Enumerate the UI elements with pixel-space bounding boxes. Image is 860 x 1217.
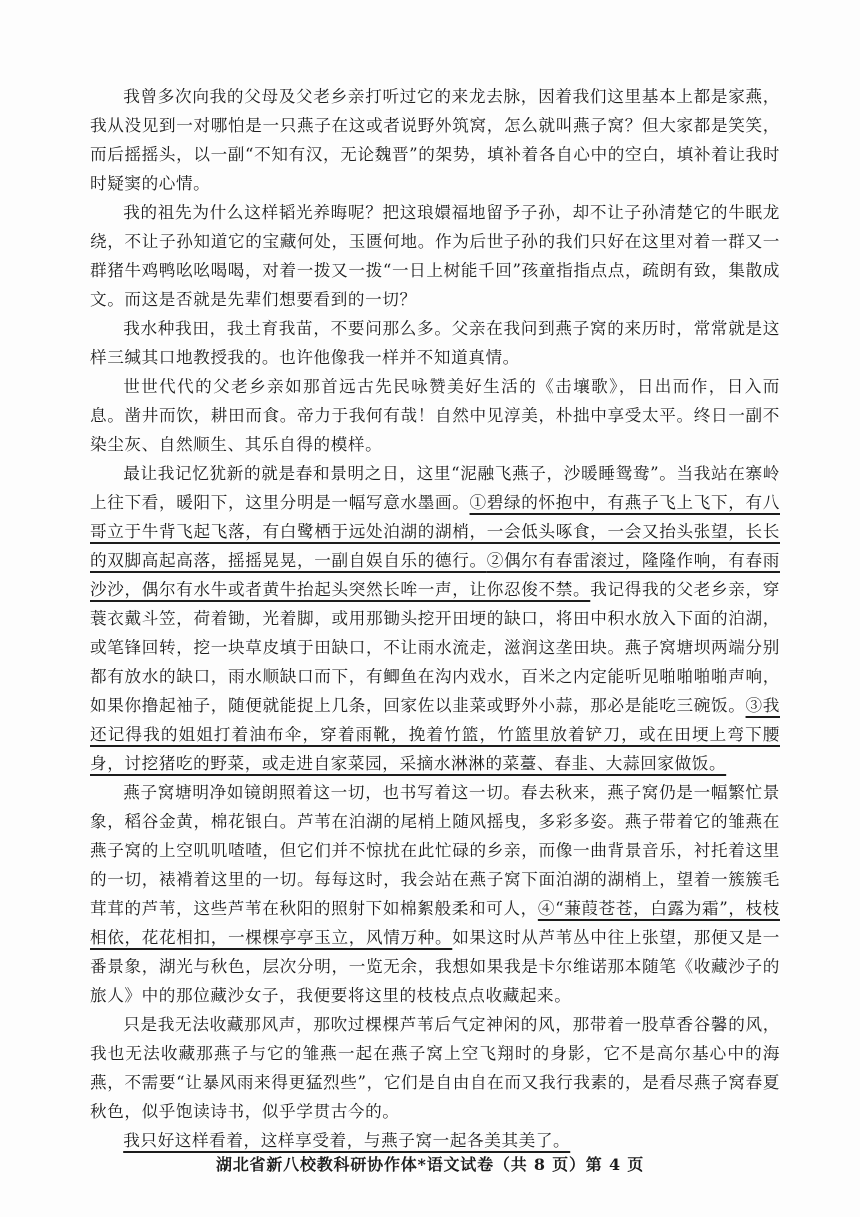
paragraph-text: 我的祖先为什么这样韬光养晦呢？把这琅嬛福地留予子孙，却不让子孙清楚它的牛眠龙绕，不让子孙知道它的宝藏何处，玉匮何地。作为后世子孙的我们只好在这里对着一群又一群猪牛鸡鸭吆吆喝喝，对着一拨又一拨“一日上树能千回”孩童指指点点，疏朗有致，集散成文。而这是否就是先辈们想要看到的一切？ xyxy=(90,203,780,309)
paragraph-text: 最让我记忆犹新的就是春和景明之日，这里“泥融飞燕子，沙暖睡鸳鸯”。当我站在寨岭上往下看，暖阳下，这里分明是一幅写意水墨画。 xyxy=(90,464,780,512)
underlined-sentence: ③我还记得我的姐姐打着油布伞，穿着雨靴，挽着竹篮，竹篮里放着铲刀，或在田埂上弯下腰身，讨挖猪吃的野菜，或走进自家菜园，采摘水淋淋的菜薹、春韭、大蒜回家做饭。 xyxy=(90,696,780,773)
underlined-sentence: 我只好这样看着，这样享受着，与燕子窝一起各美其美了。 xyxy=(123,1131,571,1150)
paragraph-text: 只是我无法收藏那风声，那吹过棵棵芦苇后气定神闲的风，那带着一股草香谷馨的风，我也无法收藏那燕子与它的雏燕一起在燕子窝上空飞翔时的身影，它不是高尔基心中的海燕，不需要“让暴风雨来得更猛烈些”，它们是自由自在而又我行我素的，是看尽燕子窝春夏秋色，似乎饱读诗书，似乎学贯古今的。 xyxy=(90,1015,780,1121)
page-footer: 湖北省新八校教科研协作体*语文试卷（共 8 页）第 4 页 xyxy=(215,1155,645,1174)
article-paragraph xyxy=(90,778,780,1010)
article-paragraph xyxy=(90,82,780,198)
paragraph-text: 如果这时从芦苇丛中往上张望，那便又是一番景象，湖光与秋色，层次分明，一览无余，我想如果我是卡尔维诺那本随笔《收藏沙子的旅人》中的那位藏沙女子，我便要将这里的枝枝点点收藏起来。 xyxy=(90,928,780,1005)
paragraph-text: 世世代代的父老乡亲如那首远古先民咏赞美好生活的《击壤歌》，日出而作，日入而息。凿井而饮，耕田而食。帝力于我何有哉！自然中见淳美，朴拙中享受太平。终日一副不染尘灰、自然顺生、其乐自得的模样。 xyxy=(90,377,780,454)
article-paragraph xyxy=(90,1126,780,1155)
article-paragraph xyxy=(90,1010,780,1126)
article-paragraph xyxy=(90,372,780,459)
article-paragraph xyxy=(90,459,780,778)
article-paragraph xyxy=(90,314,780,372)
paragraph-text: 我记得我的父老乡亲，穿蓑衣戴斗笠，荷着锄，光着脚，或用那锄头挖开田埂的缺口，将田中积水放入下面的泊湖，或笔锋回转，挖一块草皮填于田缺口，不让雨水流走，滋润这垄田块。燕子窝塘坝两端分别都有放水的缺口，雨水顺缺口而下，有鲫鱼在沟内戏水，百米之内定能听见啪啪啪啪声响，如果你撸起袖子，随便就能捉上几条，回家佐以韭菜或野外小蒜，那必是能吃三碗饭。 xyxy=(90,580,780,715)
underlined-sentence: ④“蒹葭苍苍，白露为霜”，枝枝相依，花花相扣，一棵棵亭亭玉立，风情万种。 xyxy=(90,899,780,947)
underlined-sentence: ①碧绿的怀抱中，有燕子飞上飞下，有八哥立于牛背飞起飞落，有白鹭栖于远处泊湖的湖梢，一会低头啄食，一会又抬头张望，长长的双脚高起高落，摇摇晃晃，一副自娱自乐的德行。 xyxy=(90,493,780,570)
paragraph-text: 我曾多次向我的父母及父老乡亲打听过它的来龙去脉，因着我们这里基本上都是家燕，我从没见到一对哪怕是一只燕子在这或者说野外筑窝，怎么就叫燕子窝？但大家都是笑笑，而后摇摇头，以一副“不知有汉，无论魏晋”的架势，填补着各自心中的空白，填补着让我时时疑窦的心情。 xyxy=(90,87,780,193)
article-paragraph xyxy=(90,198,780,314)
paragraph-text: 燕子窝塘明净如镜朗照着这一切，也书写着这一切。春去秋来，燕子窝仍是一幅繁忙景象，稻谷金黄，棉花银白。芦苇在泊湖的尾梢上随风摇曳，多彩多姿。燕子带着它的雏燕在燕子窝的上空叽叽喳喳，但它们并不惊扰在此忙碌的乡亲，而像一曲背景音乐，衬托着这里的一切，裱褙着这里的一切。每每这时，我会站在燕子窝下面泊湖的湖梢上，望着一簇簇毛茸茸的芦苇，这些芦苇在秋阳的照射下如棉絮般柔和可人， xyxy=(90,783,780,918)
underlined-sentence: ②偶尔有春雷滚过，隆隆作响，有春雨沙沙，偶尔有水牛或者黄牛抬起头突然长哞一声，让你忍俊不禁。 xyxy=(90,551,780,599)
article-body xyxy=(90,82,780,1155)
paragraph-text: 我水种我田，我土育我苗，不要问那么多。父亲在我问到燕子窝的来历时，常常就是这样三缄其口地教授我的。也许他像我一样并不知道真情。 xyxy=(90,319,780,367)
